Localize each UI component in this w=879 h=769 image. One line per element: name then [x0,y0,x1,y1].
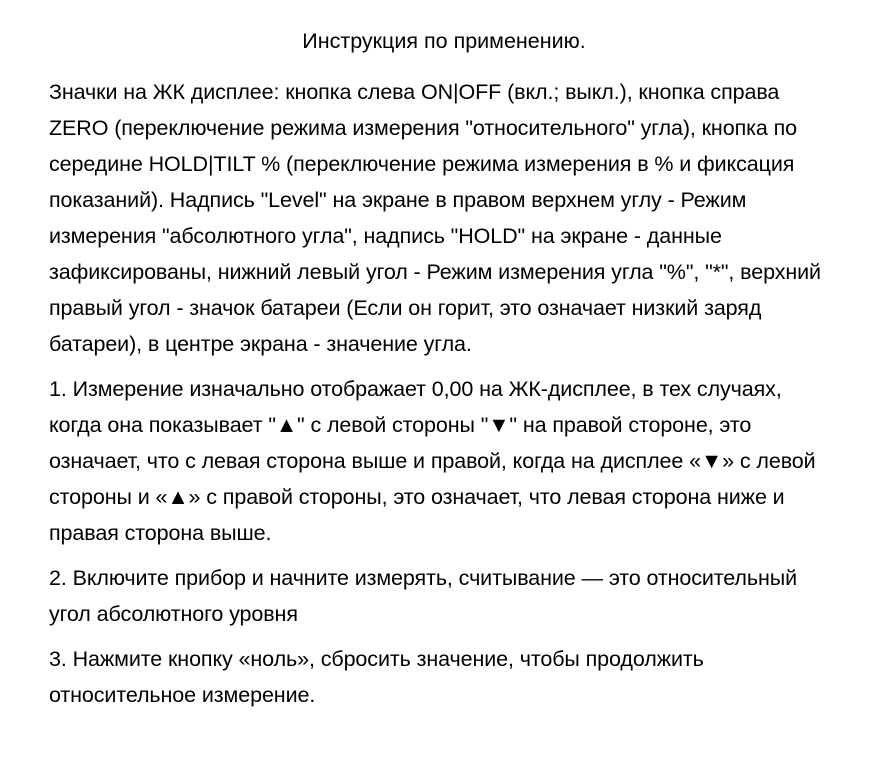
step-1-paragraph: 1. Измерение изначально отображает 0,00 на ЖК-дисплее, в тех случаях, когда она показывает "▲" с левой стороны "▼" на правой стороне, это означает, что с левая сторона выше и правой, когда на дисплее «▼» с левой стороны и «▲» с правой стороны, это означает, что левая сторона ниже и правая сторона выше. [49,377,816,545]
step-2-paragraph: 2. Включите прибор и начните измерять, считывание — это относительный угол абсолютного уровня [49,566,798,626]
intro-paragraph: Значки на ЖК дисплее: кнопка слева ON|OFF (вкл.; выкл.), кнопка справа ZERO (переключение режима измерения "относительного" угла), кнопка по середине HOLD|TILT % (переключение режима измерения в % и фиксация показаний). Надпись "Level" на экране в правом верхнем углу - Режим измерения "абсолютного угла", надпись "HOLD" на экране - данные зафиксированы, нижний левый угол - Режим измерения угла "%", "*", верхний правый угол - значок батареи (Если он горит, это означает низкий заряд батареи), в центре экрана - значение угла. [49,80,821,356]
step-3-paragraph: 3. Нажмите кнопку «ноль», сбросить значение, чтобы продолжить относительное измерение. [49,647,704,707]
document-title: Инструкция по применению. [302,29,586,53]
